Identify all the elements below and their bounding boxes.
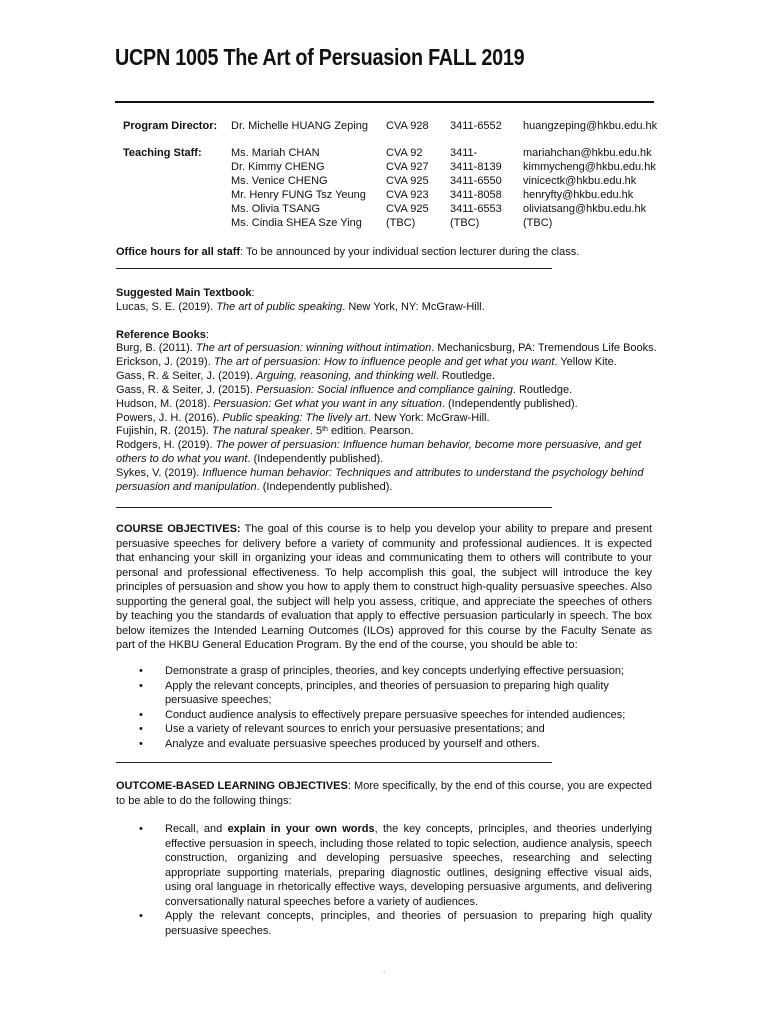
entry-author: Rodgers, H. (2019). (116, 439, 216, 452)
office-hours-text: : To be announced by your individual section lecturer during the class. (240, 246, 580, 258)
reference-entry (116, 370, 657, 384)
office-hours (116, 245, 579, 259)
director-office: CVA 928 (386, 120, 429, 132)
teaching-staff-label: Teaching Staff: (123, 147, 202, 159)
staff-phone: 3411-6553 (450, 203, 502, 215)
section-divider (116, 507, 552, 508)
entry-title: Persuasion: Social influence and compliance gaining (256, 383, 513, 396)
entry-publisher: . Routledge. (435, 369, 496, 382)
staff-phone: 3411- (450, 147, 478, 159)
reference-heading-colon: : (205, 329, 209, 341)
reference-entry-continued (116, 481, 657, 495)
staff-name: Mr. Henry FUNG Tsz Yeung (231, 189, 366, 201)
staff-name: Dr. Kimmy CHENG (231, 161, 325, 173)
staff-email: henryfty@hkbu.edu.hk (523, 189, 634, 201)
staff-phone: 3411-6550 (450, 175, 502, 187)
reference-list (116, 342, 657, 495)
entry-title: others to do what you want (116, 453, 248, 466)
entry-author: Fujishin, R. (2015). (116, 425, 212, 438)
bullet-emphasis: explain in your own words (227, 823, 375, 835)
staff-office-column (386, 146, 429, 230)
reference-entry (116, 467, 657, 481)
reference-entry (116, 356, 657, 370)
outcome-objectives-text: : More specifically, by the end of this course, you are expected to be able to do the following things: (116, 780, 652, 807)
course-objectives-label: COURSE OBJECTIVES: (116, 523, 241, 535)
entry-publisher: . New York, NY: McGraw-Hill. (342, 301, 485, 313)
list-item: • Demonstrate a grasp of principles, theories, and key concepts underlying effective persuasion; (139, 664, 652, 679)
list-item: • Apply the relevant concepts, principles, and theories of persuasion to preparing high quality persuasive speeches. (139, 909, 652, 938)
staff-phone: 3411-8139 (450, 161, 502, 173)
reference-entry (116, 384, 657, 398)
entry-title: Influence human behavior: Techniques and attributes to understand the psychology behind (202, 467, 644, 480)
entry-publisher: . (Independently published). (247, 453, 384, 466)
outcome-objectives-label: OUTCOME-BASED LEARNING OBJECTIVES (116, 780, 348, 792)
footer-mark: . (383, 966, 386, 975)
entry-author: Lucas, S. E. (2019). (116, 301, 217, 313)
page-title: UCPN 1005 The Art of Persuasion FALL 2019 (115, 44, 525, 70)
staff-name: Ms. Olivia TSANG (231, 203, 321, 215)
entry-title: The art of persuasion: How to influence people and get what you want (213, 355, 555, 368)
list-item: • Conduct audience analysis to effectively prepare persuasive speeches for intended audiences; (139, 708, 652, 723)
entry-author: Burg, B. (2011). (116, 342, 196, 354)
bullet-text: , the key concepts, principles, and theories underlying effective persuasion in speech, including those related to topic selection, audience analysis, speech construction, organizing and developing persuasive speeches, researching and selecting appropriate supporting materials, preparing diagnostic outlines, designing effective visual aids, using oral language in rhetorically effective ways, developing persuasive arguments, and delivering conversationally natural speeches before a variety of audiences. (165, 823, 652, 908)
staff-office: CVA 925 (386, 175, 429, 187)
entry-author: Erickson, J. (2019). (116, 355, 214, 368)
staff-phone: 3411-8058 (450, 189, 502, 201)
list-item: • Apply the relevant concepts, principles, and theories of persuasion to preparing high quality persuasive speeches; (139, 679, 652, 708)
staff-office: CVA 925 (386, 203, 429, 215)
entry-title: The art of persuasion: winning without intimation (195, 342, 432, 354)
staff-name: Ms. Venice CHENG (231, 175, 328, 187)
course-objectives-list (139, 664, 652, 751)
reference-heading (116, 328, 209, 342)
entry-author: Gass, R. & Seiter, J. (2019). (116, 369, 256, 382)
staff-name: Ms. Cindia SHEA Sze Ying (231, 217, 362, 229)
entry-publisher: . Mechanicsburg, PA: Tremendous Life Books. (431, 342, 657, 354)
entry-author: Hudson, M. (2018). (116, 397, 214, 410)
entry-author: Sykes, V. (2019). (116, 467, 203, 480)
staff-email: oliviatsang@hkbu.edu.hk (523, 203, 647, 215)
entry-title: The power of persuasion: Influence human behavior, become more persuasive, and get (215, 439, 642, 452)
program-director-label: Program Director: (123, 120, 218, 132)
staff-email: mariahchan@hkbu.edu.hk (523, 147, 652, 159)
bullet-text: Recall, and (165, 823, 228, 835)
staff-office: CVA 923 (386, 189, 429, 201)
list-item (139, 822, 652, 909)
reference-entry (116, 398, 657, 412)
staff-email-column (523, 146, 656, 230)
entry-title: The art of public speaking (216, 301, 343, 313)
entry-title: Public speaking: The lively art (222, 411, 368, 424)
section-divider (116, 762, 552, 763)
director-email: huangzeping@hkbu.edu.hk (523, 120, 658, 132)
entry-publisher: . (Independently published). (256, 481, 393, 494)
staff-email: vinicectk@hkbu.edu.hk (523, 175, 637, 187)
entry-author: Gass, R. & Seiter, J. (2015). (116, 383, 256, 396)
outcome-objectives-paragraph (116, 779, 652, 808)
textbook-entry (116, 300, 485, 314)
staff-office: CVA 927 (386, 161, 429, 173)
entry-title: persuasion and manipulation (116, 481, 257, 494)
entry-title: The natural speaker (211, 425, 310, 438)
course-objectives-text: The goal of this course is to help you develop your ability to prepare and present persuasive speeches for delivery before a variety of community and professional audiences. It is expected that enhancing your skill in organizing your ideas and communicating them to others will contribute to your personal and professional effectiveness. To help accomplish this goal, the subject will introduce the key principles of persuasion and show you how to apply them to construct high-quality persuasive speeches. Also supporting the general goal, the subject will help you assess, critique, and appreciate the speeches of others by teaching you the standards of evaluation that apply to effective persuasion particularly in speech. The box below itemizes the Intended Learning Outcomes (ILOs) approved for this course by the Faculty Senate as part of the HKBU General Education Program. By the end of the course, you should be able to: (116, 523, 653, 651)
reference-entry-continued (116, 453, 657, 467)
staff-phone-column (450, 146, 502, 230)
reference-heading-text: Reference Books (116, 329, 206, 341)
textbook-heading-text: Suggested Main Textbook (116, 287, 252, 299)
entry-publisher: . Routledge. (512, 383, 573, 396)
staff-email: (TBC) (523, 217, 553, 229)
reference-entry (116, 342, 657, 356)
edition-superscript: th (322, 426, 328, 434)
staff-office: (TBC) (386, 217, 416, 229)
list-item: • Analyze and evaluate persuasive speeches produced by yourself and others. (139, 737, 652, 752)
director-name: Dr. Michelle HUANG Zeping (231, 120, 368, 132)
textbook-heading (116, 286, 255, 300)
entry-edition: edition. Pearson. (327, 425, 414, 438)
list-item: • Use a variety of relevant sources to enrich your persuasive presentations; and (139, 722, 652, 737)
director-phone: 3411-6552 (450, 120, 502, 132)
reference-entry (116, 425, 657, 439)
staff-name-column (231, 146, 366, 230)
section-divider (116, 268, 552, 269)
entry-title: Arguing, reasoning, and thinking well (256, 369, 436, 382)
entry-publisher: . New York: McGraw-Hill. (367, 411, 490, 424)
entry-publisher: . 5 (309, 425, 323, 438)
staff-office: CVA 92 (386, 147, 423, 159)
staff-name: Ms. Mariah CHAN (231, 147, 320, 159)
entry-title: Persuasion: Get what you want in any situation (213, 397, 442, 410)
office-hours-label: Office hours for all staff (116, 246, 241, 258)
entry-publisher: . (Independently published). (441, 397, 578, 410)
textbook-heading-colon: : (251, 287, 255, 299)
reference-entry (116, 412, 657, 426)
reference-entry (116, 439, 657, 453)
staff-phone: (TBC) (450, 217, 480, 229)
entry-author: Powers, J. H. (2016). (116, 411, 223, 424)
title-rule (115, 101, 654, 103)
course-objectives-paragraph (116, 522, 652, 653)
staff-email: kimmycheng@hkbu.edu.hk (523, 161, 656, 173)
outcome-objectives-list (139, 822, 652, 938)
entry-publisher: . Yellow Kite. (554, 355, 617, 368)
